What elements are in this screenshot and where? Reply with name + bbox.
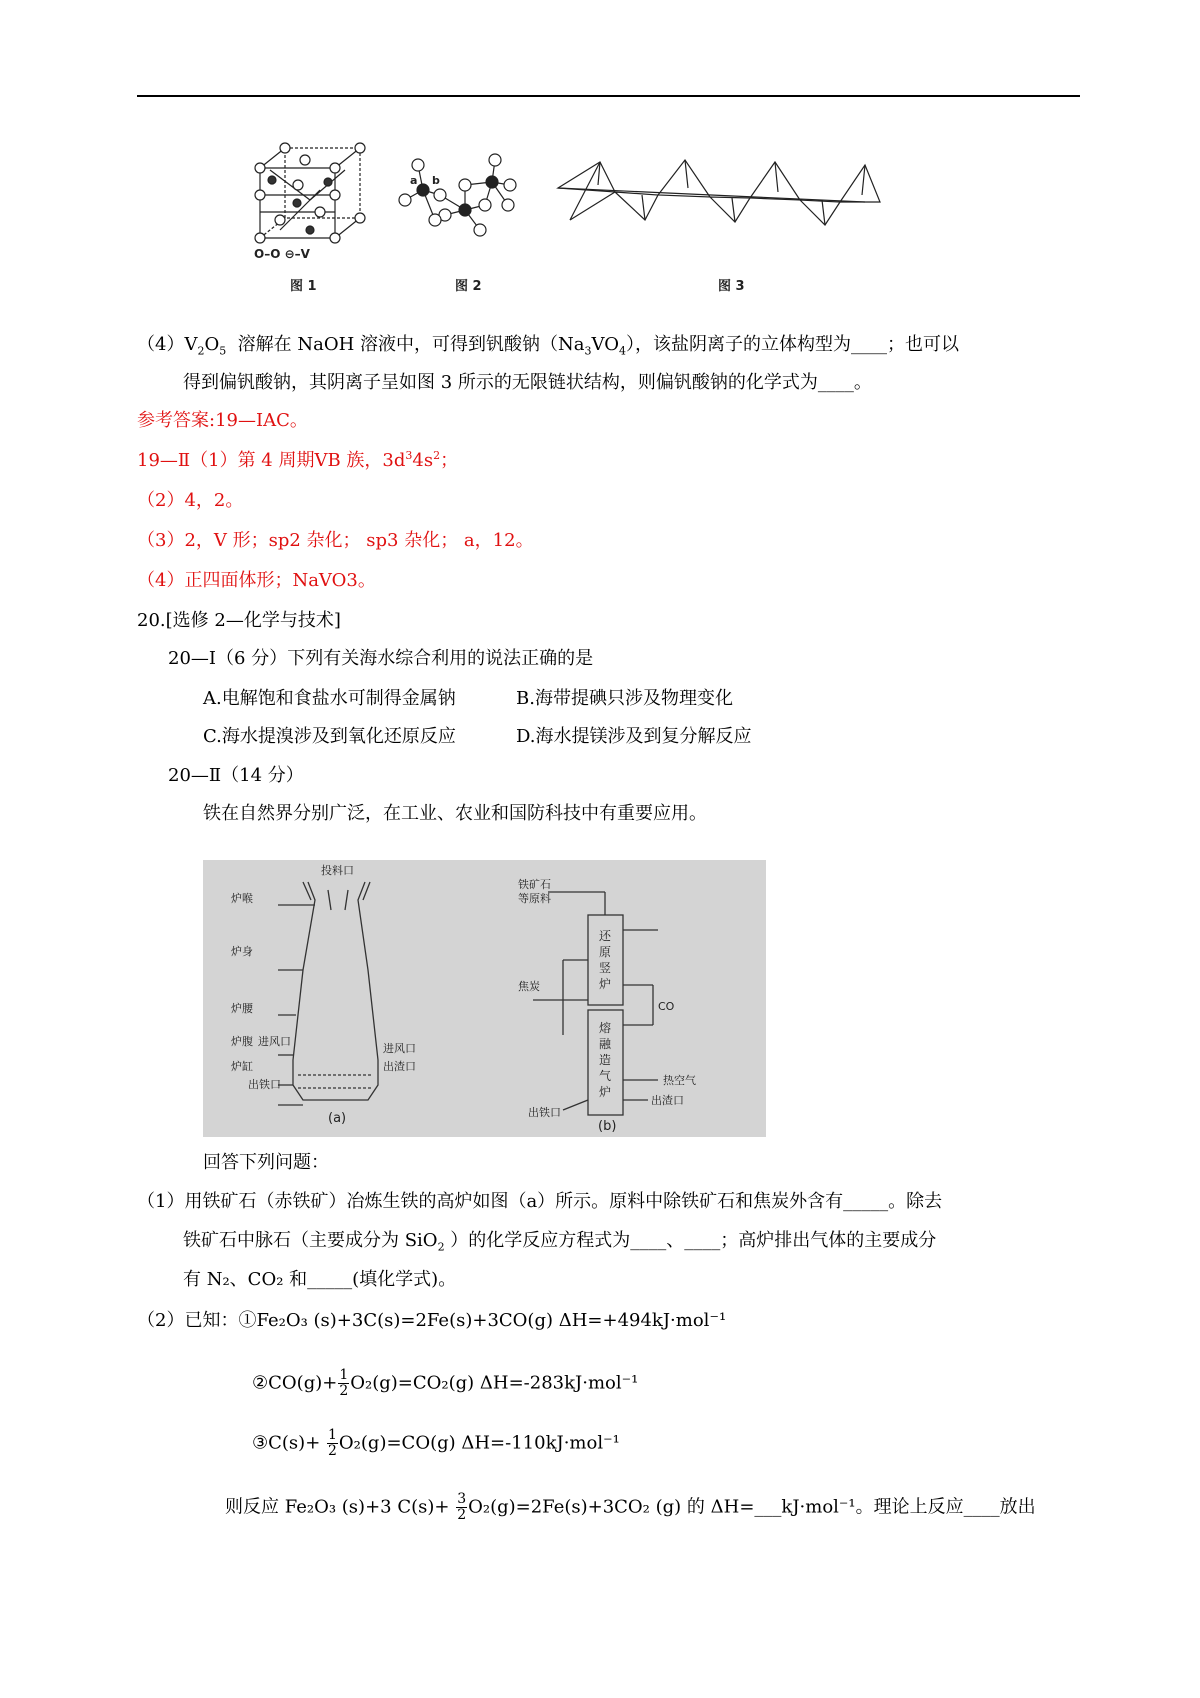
label-tuyere-right: 进风口 [383, 1042, 416, 1055]
label-coke: 焦炭 [518, 980, 540, 993]
fig2-a: a [410, 174, 418, 187]
label-co: CO [658, 1000, 675, 1013]
label-a: (a) [328, 1111, 347, 1126]
q20-2-part1-line2: 铁矿石中脉石（主要成分为 SiO$_2$ ）的化学反应方程式为____、____；高炉排出气体的主要成分 [183, 1230, 937, 1254]
answer-19-2-4: （4）正四面体形；NaVO3。 [137, 570, 376, 591]
q20-2-part1-line1: （1）用铁矿石（赤铁矿）冶炼生铁的高炉如图（a）所示。原料中除铁矿石和焦炭外含有_____。除去 [137, 1191, 943, 1212]
q20-title: 20.[选修 2—化学与技术] [137, 610, 341, 631]
fraction-half-2: $\frac{1}{2}$ [328, 1427, 337, 1459]
label-tap-hole-a: 出铁口 [248, 1078, 281, 1091]
fig1-legend: O–O ⊖–V [254, 247, 310, 261]
q20-2-prompt: 回答下列问题： [203, 1152, 329, 1173]
answer-19-1: 参考答案:19—ⅠAC。 [137, 410, 308, 431]
blast-furnace-figure [203, 860, 766, 1137]
label-top-inlet: 投料口 [321, 864, 354, 877]
fraction-three-halves: $\frac{3}{2}$ [457, 1491, 467, 1523]
fig2-label: 图 2 [455, 279, 482, 294]
figure-1-lattice [255, 143, 365, 243]
label-reduction-shaft-3: 竖 [599, 961, 612, 975]
answer-19-2-2: （2）4，2。 [137, 490, 244, 511]
label-hot-air: 热空气 [663, 1074, 696, 1087]
label-slag-hole-a: 出渣口 [383, 1060, 416, 1073]
label-ore: 铁矿石 [518, 878, 551, 891]
q20-2-part2-eq4: 则反应 Fe₂O₃ (s)+3 C(s)+ $\frac{3}{2}$ O₂(g)=2Fe(s)+3CO₂ (g) 的 ΔH=___kJ·mol⁻¹。理论上反应____放出 [225, 1491, 1036, 1523]
q20-2-part2-eq3: ③C(s)+ $\frac{1}{2}$ O₂(g)=CO(g) ΔH=-110kJ·mol⁻¹ [252, 1427, 620, 1459]
label-slag-hole-b: 出渣口 [651, 1094, 684, 1107]
fig1-label: 图 1 [290, 279, 317, 294]
answer-19-2-3: （3）2，V 形；sp2 杂化； sp3 杂化； a，12。 [137, 530, 534, 551]
header-rule [137, 95, 1080, 97]
fraction-half-1: $\frac{1}{2}$ [339, 1367, 349, 1399]
answer-19-2-1: 19—Ⅱ（1）第 4 周期ⅤB 族，$3d^34s^2$； [137, 449, 459, 471]
label-bosh: 炉腹 [231, 1035, 253, 1048]
figure-3-chain [558, 160, 880, 225]
label-throat: 炉喉 [231, 892, 253, 905]
label-melter-5: 炉 [599, 1085, 612, 1099]
label-belly: 炉腰 [231, 1002, 253, 1015]
q19-4-line1: $(4)V_2O_5$ 溶解在 NaOH 溶液中，可得到钒酸钠$(Na_3VO_4)$，该盐阴离子的立体构型为____；也可以 [137, 334, 959, 358]
label-stack: 炉身 [231, 945, 253, 958]
q20-2-part1-line3: 有 N₂、CO₂ 和_____(填化学式)。 [183, 1269, 457, 1290]
label-hearth: 炉缸 [231, 1060, 253, 1073]
fig2-b: b [432, 174, 440, 187]
q20-1-option-c: C.海水提溴涉及到氧化还原反应 [203, 726, 456, 747]
label-reduction-shaft-2: 原 [599, 945, 612, 959]
figure-2-molecule [399, 154, 516, 236]
q20-1-option-b: B.海带提碘只涉及物理变化 [516, 688, 733, 709]
q20-2-part2-eq2: ②CO(g)+ $\frac{1}{2}$ O₂(g)=CO₂(g) ΔH=-283kJ·mol⁻¹ [252, 1367, 639, 1399]
label-melter-3: 造 [599, 1053, 612, 1067]
q20-2-intro: 铁在自然界分别广泛，在工业、农业和国防科技中有重要应用。 [203, 803, 707, 824]
label-melter-4: 气 [599, 1069, 612, 1083]
label-melter-2: 融 [599, 1037, 612, 1051]
fig3-label: 图 3 [718, 279, 745, 294]
label-b: (b) [598, 1119, 617, 1134]
label-reduction-shaft: 还 [599, 929, 612, 943]
q20-1-option-d: D.海水提镁涉及到复分解反应 [516, 726, 752, 747]
label-tuyere-left: 进风口 [258, 1035, 291, 1048]
q20-1-stem: 20—Ⅰ（6 分）下列有关海水综合利用的说法正确的是 [168, 648, 594, 669]
crystal-figures [240, 140, 960, 300]
label-reduction-shaft-4: 炉 [599, 977, 612, 991]
label-tap-hole-b: 出铁口 [528, 1106, 561, 1119]
label-ore-2: 等原料 [518, 892, 551, 905]
q20-1-option-a: A.电解饱和食盐水可制得金属钠 [203, 688, 456, 709]
label-melter-1: 熔 [599, 1021, 612, 1035]
q19-4-line2: 得到偏钒酸钠，其阴离子呈如图 3 所示的无限链状结构，则偏钒酸钠的化学式为____。 [183, 372, 872, 393]
q20-2-part2-eq1: （2）已知：①Fe₂O₃ (s)+3C(s)=2Fe(s)+3CO(g) ΔH=+494kJ·mol⁻¹ [137, 1310, 727, 1331]
q20-2-title: 20—Ⅱ（14 分） [168, 765, 304, 786]
